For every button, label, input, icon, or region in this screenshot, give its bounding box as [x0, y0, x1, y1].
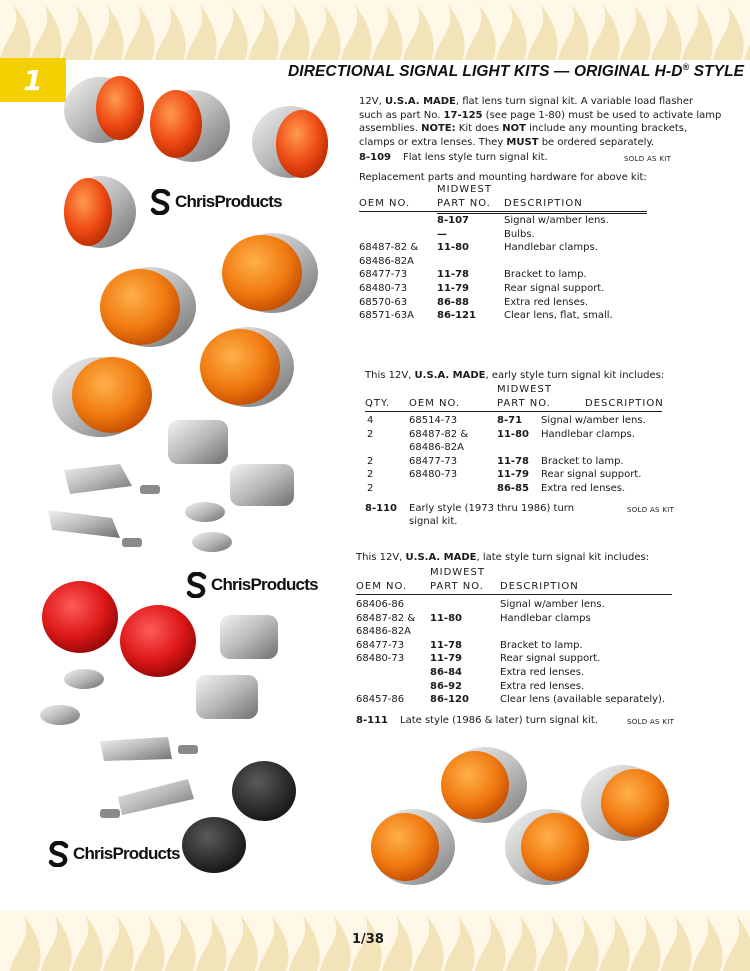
bolt	[178, 745, 198, 754]
kit1-cell-desc: Bracket to lamp.	[504, 269, 587, 281]
rear-signal-support	[100, 737, 172, 761]
bracket-to-lamp	[40, 705, 80, 725]
title-text: DIRECTIONAL SIGNAL LIGHT KITS — ORIGINAL H-D	[288, 63, 683, 81]
kit2-description-2: signal kit.	[409, 516, 458, 527]
kit2-cell-part: 11-78	[497, 455, 529, 467]
kit2-header-midwest: MIDWEST	[497, 384, 552, 395]
title-text-end: STYLE	[689, 63, 745, 81]
kit2-header-part: PART NO.	[497, 398, 551, 409]
kit3-cell-part: 86-92	[430, 680, 462, 692]
kit2-cell-part: 11-80	[497, 428, 529, 440]
flame-border-top	[0, 0, 750, 60]
kit1-cell-part: 11-78	[437, 269, 469, 281]
kit3-cell-oem: 68486-82A	[356, 626, 411, 638]
kit2-cell-qty: 4	[367, 415, 374, 426]
chapter-number: 1	[23, 63, 43, 97]
kit1-cell-oem: 68487-82 &	[359, 242, 419, 254]
kit1-cell-oem: 68570-63	[359, 296, 408, 308]
kit1-cell-desc: Rear signal support.	[504, 283, 605, 294]
smoke-lens	[182, 817, 246, 873]
kit3-cell-desc: Rear signal support.	[500, 653, 601, 665]
kit2-intro: This 12V, U.S.A. MADE, early style turn signal kit includes:	[365, 370, 665, 381]
kit1-header-rule-2	[437, 213, 647, 214]
kit1-header-description: DESCRIPTION	[504, 198, 583, 209]
kit2-part-number: 8-110	[365, 503, 397, 514]
kit1-description: Flat lens style turn signal kit.	[403, 152, 548, 163]
kit2-cell-qty: 2	[367, 455, 374, 467]
kit2-cell-qty: 2	[367, 469, 374, 481]
registered-mark: ®	[682, 62, 690, 72]
kit3-cell-part: 86-84	[430, 667, 462, 678]
kit2-cell-part: 86-85	[497, 483, 529, 494]
early-kit-product-photo	[40, 60, 340, 620]
lamp-lens	[96, 76, 144, 140]
kit2-cell-part: 11-79	[497, 469, 529, 481]
lamp-lens	[276, 110, 328, 178]
kit1-cell-desc: Extra red lenses.	[504, 296, 589, 308]
kit3-cell-oem: 68477-73	[356, 639, 405, 651]
chrisproducts-logo-text: ChrisProducts	[73, 844, 180, 863]
kit3-header-part: PART NO.	[430, 581, 484, 592]
kit2-sold-as-kit: SOLD AS KIT	[627, 506, 675, 514]
kit1-header-oem: OEM NO.	[359, 198, 411, 209]
kit2-cell-oem: 68487-82 &	[409, 428, 469, 440]
kit1-cell-part: 86-88	[437, 296, 469, 308]
kit3-cell-desc: Clear lens (available separately).	[500, 694, 666, 706]
late-style-lamps-photo	[365, 745, 685, 895]
late-kit-product-photo	[38, 575, 338, 875]
kit1-cell-oem: 68480-73	[359, 283, 408, 294]
kit2-header-oem: OEM NO.	[409, 398, 461, 409]
kit3-cell-part: 11-80	[430, 612, 462, 624]
kit3-description: Late style (1986 & later) turn signal kit.	[400, 715, 598, 726]
chrisproducts-logo-text: ChrisProducts	[175, 192, 282, 211]
lamp-lens	[100, 269, 180, 345]
lamp-lens	[150, 90, 202, 158]
kit2-cell-part: 8-71	[497, 415, 523, 426]
kit1-header-part: PART NO.	[437, 198, 491, 209]
bracket-to-lamp	[64, 669, 104, 689]
kit3-cell-part: 86-120	[430, 694, 469, 706]
kit3-cell-desc: Signal w/amber lens.	[500, 599, 605, 610]
kit2-cell-desc: Extra red lenses.	[541, 483, 626, 494]
kit1-header-rule	[359, 211, 647, 212]
bolt	[122, 538, 142, 547]
kit1-cell-part: —	[437, 228, 447, 240]
lamp-lens	[200, 329, 280, 405]
kit1-cell-desc: Handlebar clamps.	[504, 242, 598, 254]
lamp-lens	[72, 357, 152, 433]
kit1-part-number: 8-109	[359, 152, 391, 163]
kit1-cell-desc: Signal w/amber lens.	[504, 215, 609, 226]
kit2-header-qty: QTY.	[365, 398, 391, 409]
kit3-cell-oem: 68406-86	[356, 599, 405, 610]
kit1-cell-part: 11-80	[437, 242, 469, 254]
kit2-cell-oem: 68477-73	[409, 455, 458, 467]
bolt	[100, 809, 120, 818]
kit3-intro: This 12V, U.S.A. MADE, late style turn signal kit includes:	[356, 552, 650, 563]
kit3-header-rule	[356, 594, 672, 595]
kit3-cell-desc: Bracket to lamp.	[500, 639, 583, 651]
kit1-cell-desc: Bulbs.	[504, 228, 535, 240]
kit2-cell-oem: 68514-73	[409, 415, 458, 426]
rear-signal-support	[118, 779, 194, 815]
kit1-cell-part: 11-79	[437, 283, 469, 294]
kit2-header-rule	[365, 411, 662, 412]
handlebar-clamp	[230, 464, 294, 506]
kit1-cell-part: 8-107	[437, 215, 469, 226]
lamp-lens	[521, 813, 589, 881]
kit2-cell-desc: Signal w/amber lens.	[541, 415, 646, 426]
kit1-replacement-note: Replacement parts and mounting hardware for above kit:	[359, 172, 647, 183]
kit3-cell-desc: Extra red lenses.	[500, 680, 585, 692]
kit1-cell-oem: 68486-82A	[359, 255, 414, 267]
handlebar-clamp	[168, 420, 228, 464]
kit2-header-description: DESCRIPTION	[585, 398, 664, 409]
bracket-to-lamp	[192, 532, 232, 552]
kit2-cell-oem: 68480-73	[409, 469, 458, 481]
lamp-lens	[64, 178, 112, 246]
red-lens	[42, 581, 118, 653]
smoke-lens	[232, 761, 296, 821]
kit1-sold-as-kit: SOLD AS KIT	[624, 155, 672, 163]
kit3-header-midwest: MIDWEST	[430, 567, 485, 578]
kit1-cell-desc: Clear lens, flat, small.	[504, 310, 613, 322]
rear-signal-support	[64, 464, 132, 494]
kit2-cell-oem: 68486-82A	[409, 442, 464, 454]
chrisproducts-logo-text: ChrisProducts	[211, 575, 318, 594]
kit1-cell-part: 86-121	[437, 310, 476, 322]
kit3-cell-oem: 68457-86	[356, 694, 405, 706]
kit1-cell-oem: 68477-73	[359, 269, 408, 281]
red-lens	[120, 605, 196, 677]
kit3-header-description: DESCRIPTION	[500, 581, 579, 592]
kit2-description-1: Early style (1973 thru 1986) turn	[409, 503, 575, 514]
handlebar-clamp	[196, 675, 258, 719]
kit3-cell-oem: 68487-82 &	[356, 612, 416, 624]
kit2-cell-desc: Handlebar clamps.	[541, 428, 635, 440]
rear-signal-support	[48, 510, 120, 538]
kit1-cell-oem: 68571-63A	[359, 310, 414, 322]
kit2-cell-desc: Rear signal support.	[541, 469, 642, 481]
page-number: 1/38	[352, 932, 384, 947]
kit3-cell-desc: Extra red lenses.	[500, 667, 585, 678]
lamp-lens	[601, 769, 669, 837]
page-title	[288, 62, 745, 81]
kit2-cell-desc: Bracket to lamp.	[541, 455, 624, 467]
kit3-cell-desc: Handlebar clamps	[500, 612, 591, 624]
lamp-lens	[371, 813, 439, 881]
bolt	[140, 485, 160, 494]
lamp-lens	[222, 235, 302, 311]
kit1-intro: 12V, U.S.A. MADE, flat lens turn signal kit. A variable load flasher such as part No. 17-125 (see page 1-80) must be used to activate lamp assemblies. NOTE: Kit does NOT include any mounting brackets, clamps or extra lenses. They MUST be ordered separately.	[359, 96, 722, 148]
kit3-cell-oem: 68480-73	[356, 653, 405, 665]
lamp-lens	[441, 751, 509, 819]
kit2-cell-qty: 2	[367, 428, 374, 440]
kit2-cell-qty: 2	[367, 483, 374, 494]
bracket-to-lamp	[185, 502, 225, 522]
kit3-cell-part: 11-79	[430, 653, 462, 665]
handlebar-clamp	[220, 615, 278, 659]
kit1-header-midwest: MIDWEST	[437, 184, 492, 195]
kit3-sold-as-kit: SOLD AS KIT	[627, 718, 675, 726]
kit3-cell-part: 11-78	[430, 639, 462, 651]
kit3-header-oem: OEM NO.	[356, 581, 408, 592]
kit3-part-number: 8-111	[356, 715, 388, 726]
